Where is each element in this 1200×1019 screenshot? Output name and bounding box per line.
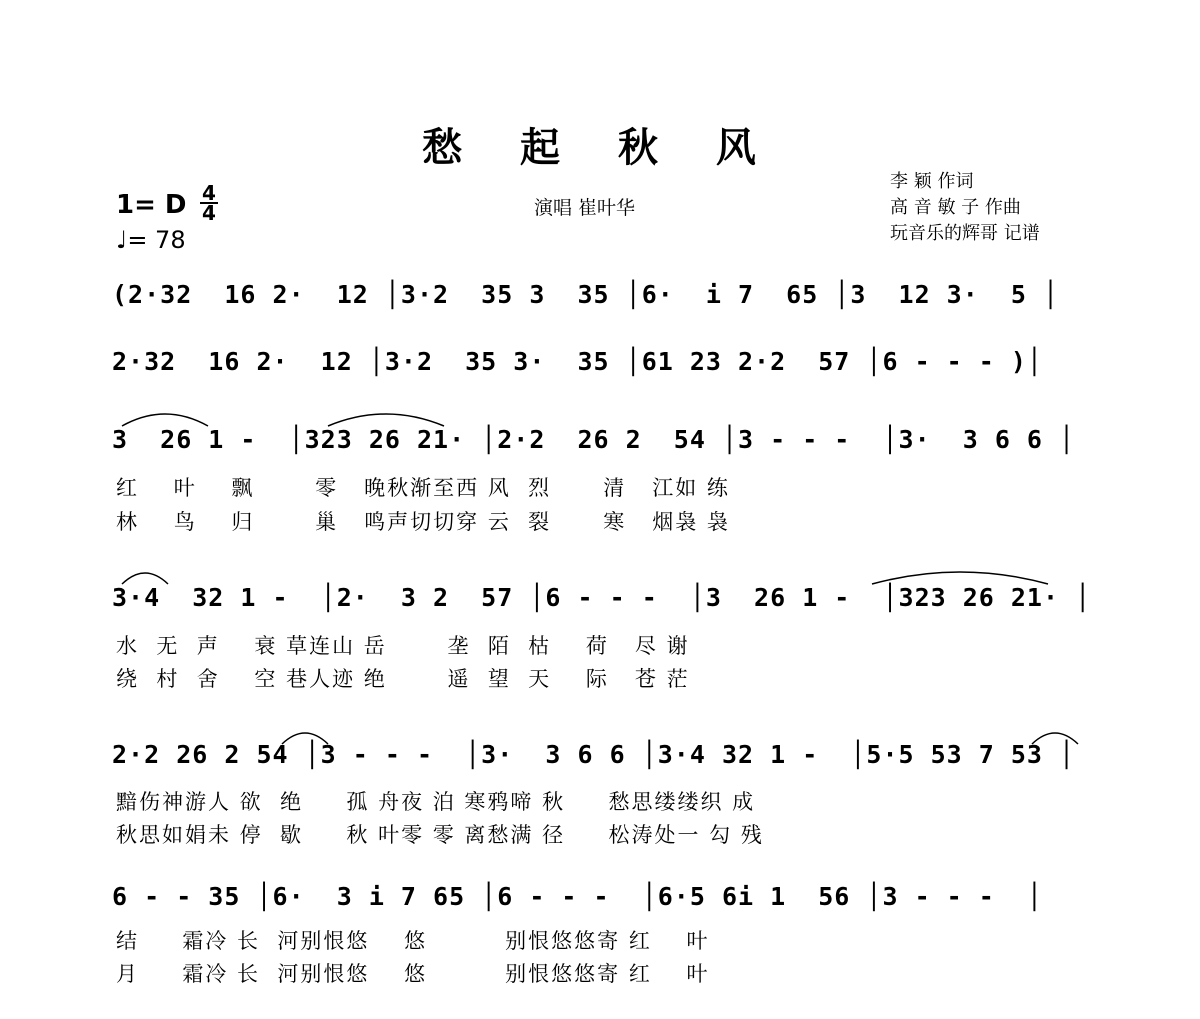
notes-row-5: 2·2 26 2 54 │3 - - - │3· 3 6 6 │3·4 32 1 - │5·5 53 7 53 │ — [112, 740, 1076, 769]
page-title: 愁 起 秋 风 — [422, 124, 778, 171]
lyrics-row-5-verse-2: 秋思如娟未 停 歇 秋 叶零 零 离愁满 径 松涛处一 勾 残 — [116, 823, 764, 847]
lyrics-row-6-verse-2: 月 霜冷 长 河别恨悠 悠 别恨悠悠寄 红 叶 — [116, 962, 710, 986]
slur-mark — [326, 408, 446, 428]
score-row-6 — [112, 882, 1092, 922]
notes-row-1: (2·32 16 2· 12 │3·2 35 3 35 │6· i 7 65 │3 12 3· 5 │ — [112, 280, 1060, 309]
score-row-2 — [112, 347, 1092, 387]
notes-row-2: 2·32 16 2· 12 │3·2 35 3· 35 │61 23 2·2 57 │6 - - - )│ — [112, 347, 1043, 376]
notes-row-3: 3 26 1 - │323 26 21· │2·2 26 2 54 │3 - - - │3· 3 6 6 │ — [112, 425, 1076, 454]
tempo-marking: ♩= 78 — [116, 226, 186, 254]
lyricist-credit: 李 颖 作词 — [890, 171, 974, 192]
lyrics-row-4-verse-2: 绕 村 舍 空 巷人迹 绝 遥 望 天 际 苍 茫 — [116, 667, 690, 691]
notes-row-6: 6 - - 35 │6· 3 i 7 65 │6 - - - │6·5 6i 1 56 │3 - - - │ — [112, 882, 1043, 911]
score-row-4 — [112, 583, 1092, 623]
score-row-3 — [112, 425, 1092, 465]
slur-mark — [120, 408, 210, 428]
singer-credit: 演唱 崔叶华 — [534, 197, 636, 219]
lyrics-row-6-verse-1: 结 霜冷 长 河别恨悠 悠 别恨悠悠寄 红 叶 — [116, 929, 710, 953]
time-signature — [200, 181, 218, 225]
time-top: 4 — [202, 181, 216, 205]
slur-mark — [1030, 726, 1080, 746]
score-row-1 — [112, 280, 1092, 320]
slur-mark — [870, 566, 1050, 586]
lyrics-row-4-verse-1: 水 无 声 衰 草连山 岳 垄 陌 枯 荷 尽 谢 — [116, 634, 690, 658]
score-row-5 — [112, 740, 1092, 780]
time-bottom: 4 — [202, 201, 216, 225]
lyrics-row-3-verse-1: 红 叶 飘 零 晚秋渐至西 风 烈 清 江如 练 — [116, 476, 730, 500]
lyrics-row-3-verse-2: 林 鸟 归 巢 鸣声切切穿 云 裂 寒 烟袅 袅 — [116, 510, 730, 534]
transcriber-credit: 玩音乐的辉哥 记谱 — [890, 223, 1040, 244]
slur-mark — [120, 566, 170, 586]
composer-credit: 高 音 敏 子 作曲 — [890, 197, 1021, 218]
key-signature: 1= D — [116, 190, 187, 220]
lyrics-row-5-verse-1: 黯伤神游人 欲 绝 孤 舟夜 泊 寒鸦啼 秋 愁思缕缕织 成 — [116, 790, 756, 814]
slur-mark — [280, 726, 330, 746]
notes-row-4: 3·4 32 1 - │2· 3 2 57 │6 - - - │3 26 1 - │323 26 21· │ — [112, 583, 1092, 612]
